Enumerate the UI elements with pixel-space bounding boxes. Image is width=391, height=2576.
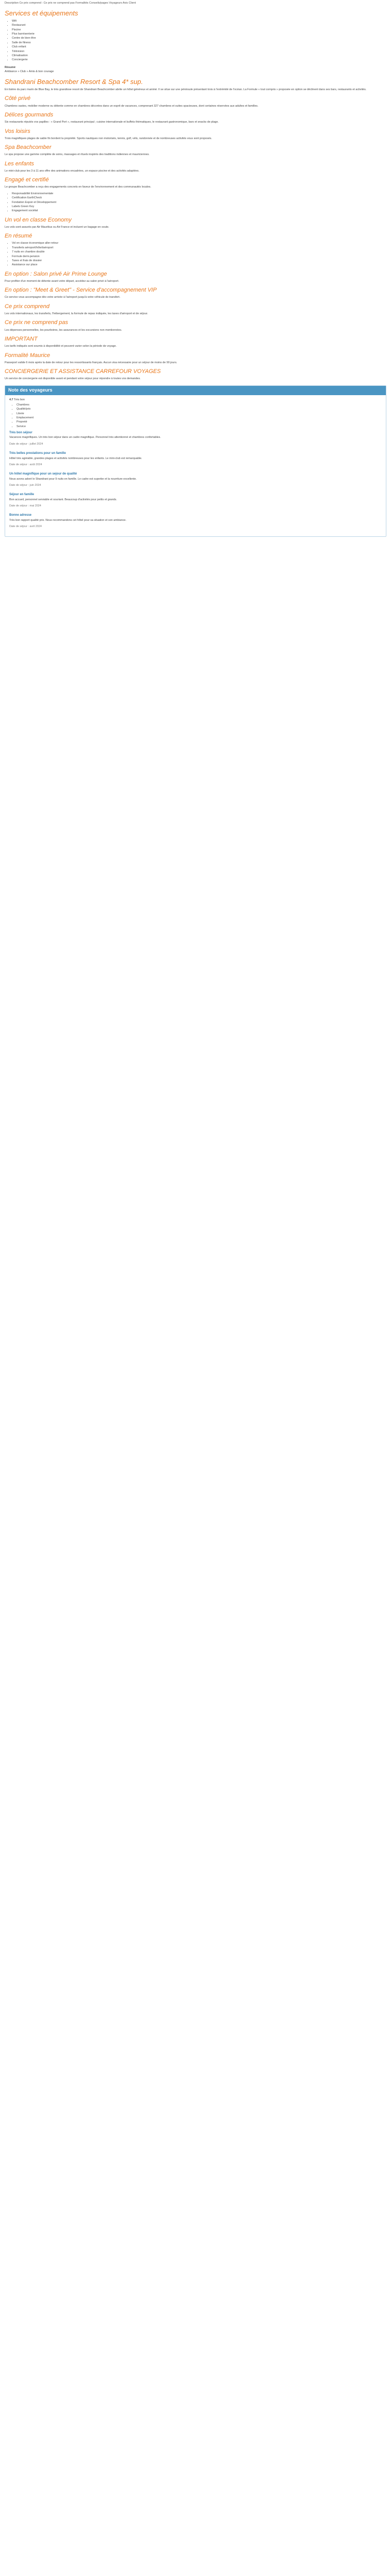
review-entry xyxy=(9,451,382,467)
review-category: • Service xyxy=(17,425,382,429)
service-item: • Plus barrésenterie xyxy=(12,32,386,36)
spa-text: Le spa propose une gamme complète de soins, massages et rituels inspirés des traditions indiennes et mauriciennes. xyxy=(5,153,150,157)
en-resume-title: En résumé xyxy=(5,233,32,240)
review-text: Très bon rapport qualité prix. Nous recommandons cet hôtel pour sa situation et son ambiance. xyxy=(9,518,126,522)
hotel-title: Shandrani Beachcomber Resort & Spa 4* sup. xyxy=(5,78,143,86)
service-item: • Wifi xyxy=(12,19,386,23)
envol-title: Un vol en classe Economy xyxy=(5,216,72,223)
service-item: • Télévision xyxy=(12,49,386,54)
service-item: • Conciergerie xyxy=(12,58,386,62)
loisirs-title: Vos loisirs xyxy=(5,128,30,134)
review-date: Date de séjour : août 2024 xyxy=(9,463,42,466)
resume-item: • Assistance sur place xyxy=(12,263,386,267)
reviews-score-label: Très bon xyxy=(13,398,25,401)
review-entry xyxy=(9,472,382,487)
engage-title: Engagé et certifié xyxy=(5,177,49,183)
service-item: • Club enfant xyxy=(12,45,386,49)
en-resume-list xyxy=(12,241,386,267)
option-meet-title: En option : "Meet & Greet" - Service d'accompagnement VIP xyxy=(5,287,157,294)
review-entry xyxy=(9,493,382,508)
services-title: Services et équipements xyxy=(5,9,78,18)
review-category: • Propreté xyxy=(17,420,382,424)
review-date: Date de séjour : mai 2024 xyxy=(9,504,41,507)
formalites-text: Passeport valide 6 mois après la date de retour pour les ressortissants français. Aucun visa nécessaire pour un séjour de moins de 90 jours. xyxy=(5,361,177,364)
review-category: • Qualité/prix xyxy=(17,407,382,411)
option-formule-text: Pour profiter d'un moment de détente avant votre départ, accédez au salon privé à l'aéroport. xyxy=(5,279,120,283)
spa-title: Spa Beachcomber xyxy=(5,144,52,151)
review-entry xyxy=(9,513,382,529)
review-text: Bon accueil, personnel serviable et souriant. Beaucoup d'activités pour petits et grands. xyxy=(9,498,117,501)
engage-item: • Responsabilité Environnementale xyxy=(12,192,386,196)
enfants-text: Le mini-club pour les 3 à 11 ans offre des animations encadrées, un espace piscine et des activités adaptées. xyxy=(5,169,140,173)
review-title: Très belles prestations pour un famille xyxy=(9,452,66,455)
review-category: • Chambres xyxy=(17,403,382,407)
reviews-score-value: 4.7 xyxy=(9,398,13,401)
resume-block xyxy=(5,65,386,74)
engage-item: • Fondation Espoir et Développement xyxy=(12,200,386,205)
service-item: • Piscine xyxy=(12,28,386,32)
prix-ne-comprend-title: Ce prix ne comprend pas xyxy=(5,319,68,326)
important-title: IMPORTANT xyxy=(5,335,38,342)
resume-item: • Vol en classe économique aller-retour xyxy=(12,241,386,245)
hotel-intro: En lisière du parc marin de Blue Bay, le très grandiose resort de Shandrani Beachcomber abrite un hôtel généreux et animé. Il se situe sur une péninsule présentant trois à l'extrémité de l'océan. La Formule « tout compris » proposée en option se déclinent dans ses bars, restaurants et activités. xyxy=(5,88,367,92)
page-description: Description Ce prix comprend : Ce prix ne comprend pas Formalités Conseils/pages Voyageurs Avis Client xyxy=(5,2,136,5)
option-meet-text: Ce service vous accompagne dès votre arrivée à l'aéroport jusqu'à votre véhicule de transfert. xyxy=(5,296,121,299)
review-title: Bonne adresse xyxy=(9,514,32,517)
resume-item: • Taxes et frais de dossier xyxy=(12,259,386,263)
review-date: Date de séjour : avril 2024 xyxy=(9,525,42,529)
review-title: Un hôtel magnifique pour un sejour de qualité xyxy=(9,472,77,476)
service-item: • Salle de fitness xyxy=(12,41,386,45)
service-item: • Restaurant xyxy=(12,23,386,27)
prix-comprend-title: Ce prix comprend xyxy=(5,303,50,310)
engage-text: Le groupe Beachcomber a reçu des engagements concrets en faveur de l'environnement et des communautés locales. xyxy=(5,185,151,189)
review-category: • Emplacement xyxy=(17,416,382,420)
engage-list xyxy=(12,192,386,213)
resume-item: • 7 nuits en chambre double xyxy=(12,250,386,254)
envol-text: Les vols sont assurés par Air Mauritius ou Air France et incluent un bagage en soute. xyxy=(5,225,109,229)
resume-item: • Transferts aéroport/hôtel/aéroport xyxy=(12,246,386,250)
cote-prive-title: Côté privé xyxy=(5,95,31,102)
option-formule-title: En option : Salon privé Air Prime Lounge xyxy=(5,270,107,277)
review-date: Date de séjour : juin 2024 xyxy=(9,483,41,487)
review-title: Séjour en famille xyxy=(9,493,35,497)
review-text: Vacances magnifiques. Un très bon séjour dans un cadre magnifique. Personnel très attentionné et chambres confortables. xyxy=(9,436,161,439)
formalites-title: Formalité Maurice xyxy=(5,352,51,359)
prix-comprend-text: Les vols internationaux, les transferts, l'hébergement, la formule de repas indiquée, les taxes d'aéroport et de séjour. xyxy=(5,312,148,315)
review-entry xyxy=(9,431,382,446)
review-text: Hôtel très agréable, grandes plages et activités nombreuses pour les enfants. Le mini-club est remarquable. xyxy=(9,456,142,460)
delices-title: Délices gourmands xyxy=(5,112,54,118)
service-item: • Climatisation xyxy=(12,54,386,58)
reviews-body xyxy=(5,395,386,537)
important-text: Les tarifs indiqués sont soumis à disponibilité et peuvent varier selon la période de voyage. xyxy=(5,345,117,348)
engage-item: • Labels Green Key xyxy=(12,205,386,209)
reviews-header: Note des voyageurs xyxy=(5,386,386,395)
reviews-list xyxy=(9,431,382,529)
reviews-box xyxy=(5,385,386,537)
conciergerie-text: Un service de conciergerie est disponible avant et pendant votre séjour pour répondre à toutes vos demandes. xyxy=(5,377,141,381)
review-category: • Literie xyxy=(17,412,382,416)
review-title: Très bon séjour xyxy=(9,431,32,435)
service-item: • Centre de bien-être xyxy=(12,36,386,40)
reviews-categories xyxy=(17,403,382,429)
page xyxy=(0,0,391,542)
enfants-title: Les enfants xyxy=(5,160,34,167)
conciergerie-title: CONCIERGERIE ET ASSISTANCE CARREFOUR VOYAGES xyxy=(5,368,161,375)
cote-prive-text: Chambres vastes, mobilier moderne ou détente comme en chambres décorées dans un esprit de vacances, comprenant 327 chambres et suites spacieuses, dont certaines réservées aux adultes et familles. xyxy=(5,104,258,108)
loisirs-text: Trois magnifiques plages de sable fin bordent la propriété. Sports nautiques non motorisés, tennis, golf, vélo, randonnée et de nombreuses activités vous sont proposés. xyxy=(5,137,212,140)
resume-item: • Formule demi-pension xyxy=(12,255,386,259)
delices-text: Six restaurants réputés vos papilles : « Grand Port », restaurant principal ; cuisine internationale et buffets thématiques, le restaurant gastronomique, bars et snacks de plage. xyxy=(5,121,219,124)
prix-ne-comprend-text: Les dépenses personnelles, les pourboires, les assurances et les excursions non mentionnées. xyxy=(5,328,122,332)
review-date: Date de séjour : juillet 2024 xyxy=(9,442,43,446)
review-text: Nous avons adoré le Shandrani pour 9 nuits en famille. Le cadre est superbe et la nourriture excellente. xyxy=(9,477,137,481)
services-list xyxy=(12,19,386,62)
engage-item: • Certification EarthCheck xyxy=(12,196,386,200)
engage-item: • Engagement sociétal xyxy=(12,209,386,213)
reviews-score xyxy=(9,398,382,402)
resume-text: Ambiance » Club » Amis & bon courage xyxy=(5,70,54,74)
resume-label: Résumé xyxy=(5,65,15,69)
